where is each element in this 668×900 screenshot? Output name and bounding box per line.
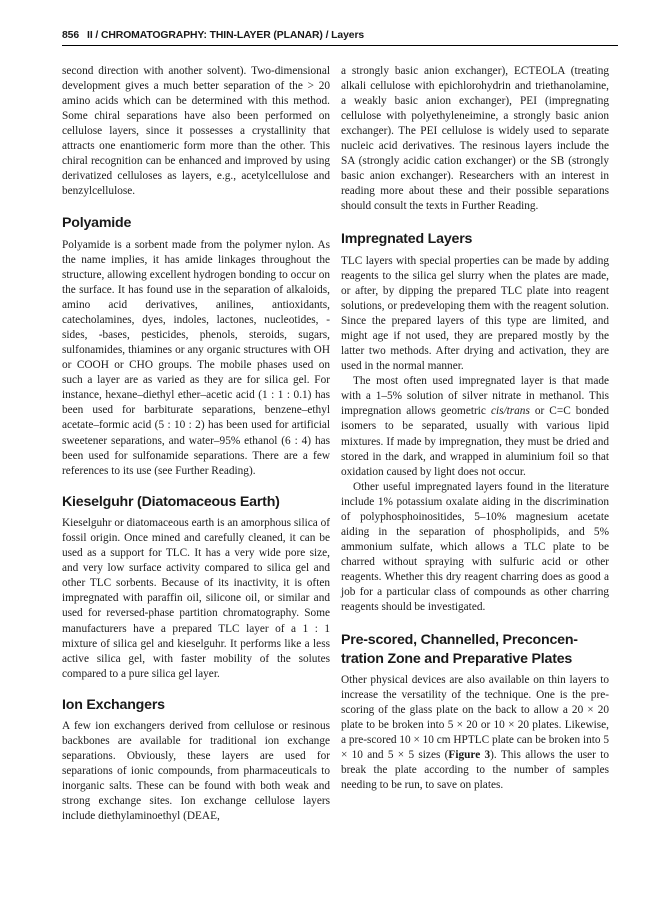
right-column [341, 64, 609, 793]
prescored-heading-line-2: tration Zone and Preparative Plates [341, 650, 573, 667]
prescored-heading [341, 631, 609, 668]
ion-exchangers-continued: a strongly basic anion exchanger), ECTEOLA (treating alkali cellulose with epichlorohydrin and triethanolamine, a weakly basic anion exchanger), PEI (impregnating cellulose with polyethyleneimine, a strongly basic anion exchanger). The PEI cellulose is widely used to separate nucleic acid derivatives. The resinous layers include the SA (strongly acidic cation exchanger) or the SB (strongly basic anion exchanger). Researchers with an interest in reading more about these and their possible separations should consult the texts in Further Reading. [341, 65, 609, 213]
cis-trans-italic: cis/trans [490, 405, 530, 418]
kieselguhr-heading: Kieselguhr (Diatomaceous Earth) [62, 493, 280, 510]
prescored-heading-line-1: Pre-scored, Channelled, Preconcen- [341, 632, 578, 649]
prescored-text-a: Other physical devices are also available on thin layers to increase the versatility of the technique. One is the pre-scoring of the glass plate on the back to allow a 20 × 20 plate to be broken into 5 × 20 or 10 × 20 plates. Likewise, a pre-scored 10 × 10 cm HPTLC plate can be broken into 5 × 10 and 5 × 5 sizes ( [341, 674, 610, 762]
figure-3-reference[interactable]: Figure 3 [448, 749, 491, 762]
impregnated-paragraph-1: TLC layers with special properties can be made by adding reagents to the silica gel slurry when the plates are made, or after, by dipping the prepared TLC plate into reagent solutions, or predeveloping them with the reagent solution. Since the prepared layers of this type are limited, and might age if not used, they are prepared mostly by the latter two methods. After drying and activation, they are used in the normal manner. [341, 254, 609, 373]
impregnated-paragraph-2 [341, 374, 609, 479]
impregnated-p2-text-a: The most often used impregnated layer is that made with a 1–5% solution of silver nitrate in methanol. This impregnation allows geometric [341, 375, 609, 418]
impregnated-p2-text-b: or C=C bonded isomers to be separated, usually with various lipid mixtures. If made by impregnation, they must be dried and stored in the dark, and wrapped in aluminium foil so that oxidation caused by light does not occur. [341, 405, 609, 478]
prescored-text-b: ). This allows the user to break the plate according to the number of samples needing to be run, to save on plates. [341, 749, 610, 792]
polyamide-heading: Polyamide [62, 215, 132, 232]
ion-exchangers-paragraph: A few ion exchangers derived from cellulose or resinous backbones are available for traditional ion exchange separations. Obviously, these layers are used for separations of ionic compounds, from pharmaceuticals to inorganic salts. These can be found with both weak and strong exchange sites. Ion exchange cellulose layers include diethylaminoethyl (DEAE, [62, 720, 330, 823]
intro-paragraph: second direction with another solvent). Two-dimensional development gives a much better separation of the > 20 amino acids which can be determined with this method. Some chiral separations have also been performed on cellulose layers, since it possesses a crystallinity that attracts one enantiomeric form more than the other. This chiral recognition can be enhanced and improved by using derivatized celluloses as layers, e.g., acetylcellulose and benzylcellulose. [62, 65, 330, 198]
impregnated-paragraph-3: Other useful impregnated layers found in the literature include 1% potassium oxalate aiding in the discrimination of polyphosphoinositides, 5–10% magnesium acetate aiding in the separation of phospholipids, and 5% ammonium sulfate, which allows a TLC plate to be charred without spraying with sulfuric acid or other reagents. Whether this dry reagent charring does as good a job for a particular class of compounds as other charring reagents should be investigated. [341, 480, 609, 614]
running-header [62, 30, 618, 44]
kieselguhr-paragraph: Kieselguhr or diatomaceous earth is an amorphous silica of fossil origin. Once mined and carefully cleaned, it can be used as a support for TLC. It has a very wide pore size, and very low surface activity compared to silica gel and other TLC sorbents. Because of its inactivity, it is often impregnated with paraffin oil, silicone oil, or similar and used for reversed-phase partition chromatography. Some manufacturers have a prepared TLC layer of a 1 : 1 mixture of silica gel and kieselguhr. It performs like a less active silica gel, with faster mobility of the solutes compared to a pure silica gel layer. [62, 517, 330, 680]
ion-exchangers-heading: Ion Exchangers [62, 696, 165, 713]
page-number: 856 [62, 30, 80, 41]
impregnated-layers-heading: Impregnated Layers [341, 231, 473, 248]
header-rule [62, 45, 618, 46]
prescored-paragraph [341, 673, 609, 793]
running-title: II / CHROMATOGRAPHY: THIN-LAYER (PLANAR) / Layers [87, 30, 365, 41]
polyamide-paragraph: Polyamide is a sorbent made from the polymer nylon. As the name implies, it has amide linkages throughout the structure, allowing excellent hydrogen bonding to occur on the surface. It has found use in the separation of alkaloids, amino acid derivatives, anilines, antioxidants, catecholamines, dyes, indoles, lactones, nucleotides, -sides, -bases, pesticides, phenols, steroids, sugars, sulfonamides, thiamines or any organic structures with OH or COOH or CHO groups. The mobile phases used on such a layer are as varied as they are for silica gel. For instance, hexane–diethyl ether–acetic acid (1 : 1 : 0.1) has been used for barbiturate separations, benzene–ethyl acetate–formic acid (5 : 10 : 2) has been used for artificial sweetener separations, and water–95% ethanol (6 : 4) has been used for sulfonamide separations. There are a few references to its use (see Further Reading). [62, 238, 330, 477]
left-column [62, 64, 330, 825]
